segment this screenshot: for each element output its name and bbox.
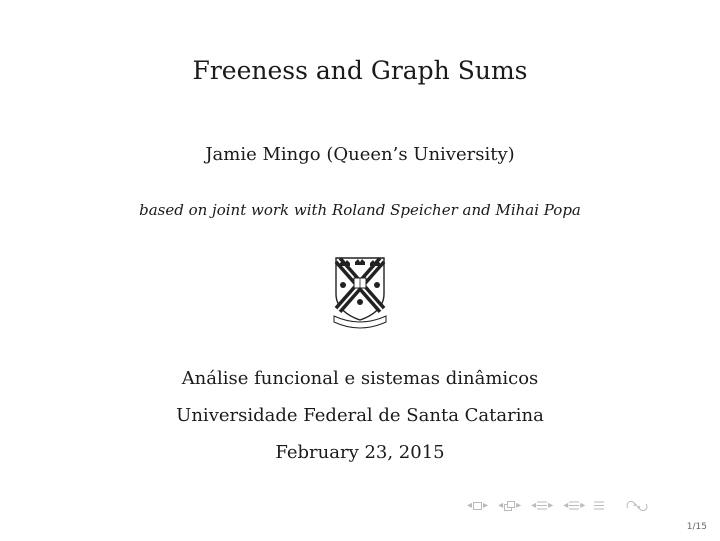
nav-appendix-icon[interactable] xyxy=(594,501,604,510)
nav-group-slide[interactable] xyxy=(562,500,586,511)
nav-right-arrow-icon[interactable]: ▸ xyxy=(483,500,489,511)
nav-right-arrow-icon[interactable]: ▸ xyxy=(516,500,522,511)
event-name: Análise funcional e sistemas dinâmicos xyxy=(181,368,539,389)
nav-group-appendix[interactable] xyxy=(594,501,604,510)
nav-right-arrow-icon[interactable]: ▸ xyxy=(548,500,554,511)
university-crest-logo xyxy=(330,254,390,330)
nav-right-arrow-icon[interactable]: ▸ xyxy=(580,500,586,511)
nav-group-frame[interactable] xyxy=(466,500,489,511)
slide-title: Freeness and Graph Sums xyxy=(192,56,528,85)
nav-frame-icon[interactable] xyxy=(473,502,482,510)
nav-search-icon[interactable] xyxy=(626,501,648,511)
nav-section-icon[interactable] xyxy=(537,501,547,510)
nav-group-subsection[interactable] xyxy=(497,500,522,511)
nav-slide-icon[interactable] xyxy=(569,501,579,510)
beamer-navigation-bar xyxy=(466,500,656,511)
nav-group-search[interactable] xyxy=(626,501,648,511)
venue-name: Universidade Federal de Santa Catarina xyxy=(176,405,544,426)
page-number: 1/15 xyxy=(686,522,707,532)
collaboration-note: based on joint work with Roland Speicher and Mihai Popa xyxy=(139,201,581,219)
nav-left-arrow-icon[interactable]: ◂ xyxy=(467,500,473,511)
nav-left-arrow-icon[interactable]: ◂ xyxy=(563,500,569,511)
nav-left-arrow-icon[interactable]: ◂ xyxy=(531,500,537,511)
author-line: Jamie Mingo (Queen’s University) xyxy=(205,144,515,165)
nav-subsection-icon[interactable] xyxy=(504,501,515,511)
nav-group-section[interactable] xyxy=(530,500,554,511)
nav-left-arrow-icon[interactable]: ◂ xyxy=(498,500,504,511)
presentation-date: February 23, 2015 xyxy=(275,442,445,463)
